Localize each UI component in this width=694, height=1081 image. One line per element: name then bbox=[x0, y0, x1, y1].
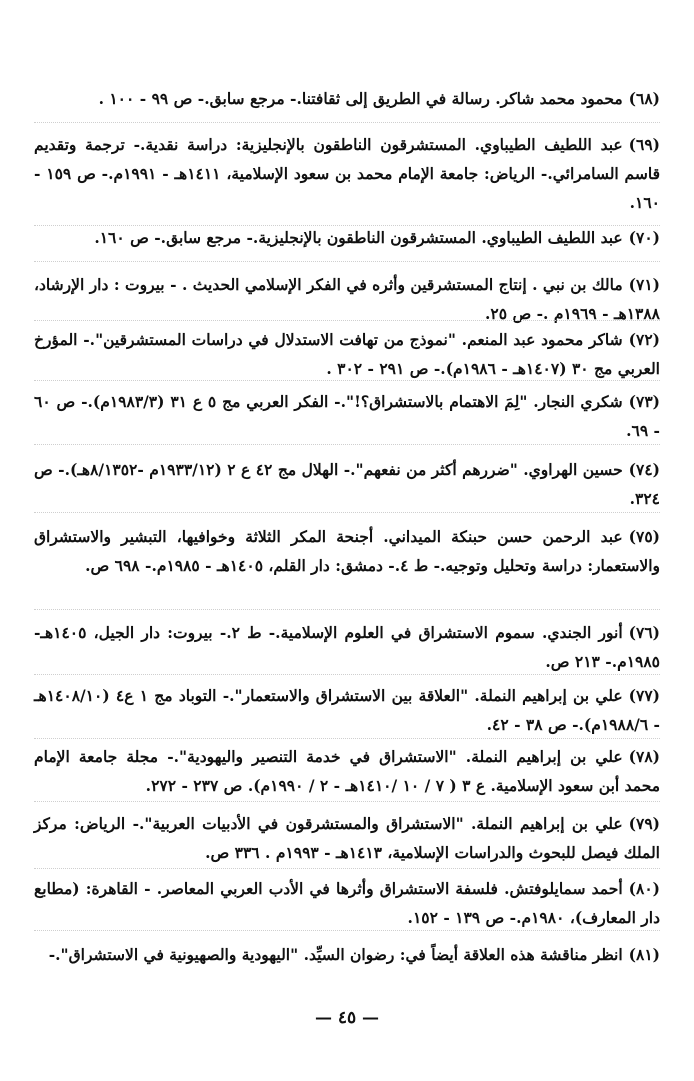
note-separator bbox=[34, 609, 660, 610]
note-separator bbox=[34, 380, 660, 381]
footnote bbox=[34, 681, 660, 739]
note-separator bbox=[34, 674, 660, 675]
footnote bbox=[34, 387, 660, 445]
footnote bbox=[34, 130, 660, 217]
footnote bbox=[34, 809, 660, 867]
footnote-number: (٧٨) bbox=[628, 747, 660, 766]
footnote bbox=[34, 325, 660, 383]
footnote-text: عبد اللطيف الطيباوي. المستشرقون الناطقون بالإنجليزية: دراسة نقدية.- ترجمة وتقديم قاسم السامرائي.- الرياض: جامعة الإمام محمد بن سعود الإسلامية، ١٤١١هـ - ١٩٩١م.- ص ١٥٩ - ١٦٠. bbox=[34, 135, 660, 212]
footnote bbox=[34, 455, 660, 513]
footnote-number: (٧٢) bbox=[628, 330, 660, 349]
footnote-number: (٧٥) bbox=[628, 527, 660, 546]
footnote bbox=[34, 223, 660, 252]
note-separator bbox=[34, 930, 660, 931]
footnote bbox=[34, 940, 660, 969]
footnote-number: (٧٧) bbox=[628, 686, 660, 705]
footnote bbox=[34, 874, 660, 932]
footnote-text: عبد الرحمن حسن حبنكة الميداني. أجنحة المكر الثلاثة وخوافيها، التبشير والاستشراق والاستعمار: دراسة وتحليل وتوجيه.- ط ٤.- دمشق: دار القلم، ١٤٠٥هـ - ١٩٨٥م.- ٦٩٨ ص. bbox=[34, 527, 660, 575]
footnote-text: مالك بن نبي . إنتاج المستشرقين وأثره في الفكر الإسلامي الحديث . - بيروت : دار الإرشاد، ١٣٨٨هـ - ١٩٦٩م .- ص ٢٥. bbox=[34, 275, 660, 323]
footnote-number: (٧٩) bbox=[628, 814, 660, 833]
footnote-text: أنور الجندي. سموم الاستشراق في العلوم الإسلامية.- ط ٢.- بيروت: دار الجيل، ١٤٠٥هـ- ١٩٨٥م.- ٢١٣ ص. bbox=[34, 623, 660, 671]
footnote bbox=[34, 618, 660, 676]
footnote-text: انظر مناقشة هذه العلاقة أيضاً في: رضوان السيِّد. "اليهودية والصهيونية في الاستشراق".- bbox=[48, 945, 623, 964]
footnote-number: (٦٩) bbox=[628, 135, 660, 154]
footnote bbox=[34, 742, 660, 800]
note-separator bbox=[34, 512, 660, 513]
note-separator bbox=[34, 444, 660, 445]
note-separator bbox=[34, 320, 660, 321]
footnote-text: أحمد سمايلوفتش. فلسفة الاستشراق وأثرها في الأدب العربي المعاصر. - القاهرة: (مطابع دار المعارف)، ١٩٨٠م.- ص ١٣٩ - ١٥٢. bbox=[34, 879, 660, 927]
note-separator bbox=[34, 738, 660, 739]
footnote-number: (٧٤) bbox=[628, 460, 660, 479]
footnote-text: شاكر محمود عبد المنعم. "نموذج من تهافت الاستدلال في دراسات المستشرقين".- المؤرخ العربي مج ٣٠ (١٤٠٧هـ - ١٩٨٦م).- ص ٢٩١ - ٣٠٢ . bbox=[34, 330, 660, 378]
footnote bbox=[34, 522, 660, 580]
footnote-number: (٧٣) bbox=[628, 392, 661, 411]
note-separator bbox=[34, 122, 660, 123]
footnote-text: علي بن إبراهيم النملة. "العلاقة بين الاستشراق والاستعمار".- التوباد مج ١ ع٤ (١٤٠٨/١٠هـ - ١٩٨٨/٦م).- ص ٣٨ - ٤٢. bbox=[34, 686, 660, 734]
footnote-text: عبد اللطيف الطيباوي. المستشرقون الناطقون بالإنجليزية.- مرجع سابق.- ص ١٦٠. bbox=[94, 228, 623, 247]
footnote-text: محمود محمد شاكر. رسالة في الطريق إلى ثقافتنا.- مرجع سابق.- ص ٩٩ - ١٠٠ . bbox=[98, 89, 623, 108]
footnote-number: (٧١) bbox=[628, 275, 660, 294]
footnote bbox=[34, 84, 660, 113]
footnote-number: (٧٠) bbox=[628, 228, 660, 247]
footnote-number: (٨١) bbox=[628, 945, 660, 964]
footnote-text: شكري النجار. "لِمَ الاهتمام بالاستشراق؟!".- الفكر العربي مج ٥ ع ٣١ (١٩٨٣/٣م).- ص ٦٠ - ٦٩. bbox=[34, 392, 660, 440]
page-number: — ٤٥ — bbox=[314, 1008, 380, 1028]
note-separator bbox=[34, 261, 660, 262]
note-separator bbox=[34, 801, 660, 802]
footnote-text: علي بن إبراهيم النملة. "الاستشراق في خدمة التنصير واليهودية".- مجلة جامعة الإمام محمد أبن سعود الإسلامية. ع ٣ ( ٧ / ١٠ /١٤١٠هـ - ٢ / ١٩٩٠م). ص ٢٣٧ - ٢٧٢. bbox=[34, 747, 660, 795]
footnote-number: (٨٠) bbox=[628, 879, 660, 898]
footnote-text: حسين الهراوي. "ضررهم أكثر من نفعهم".- الهلال مج ٤٢ ع ٢ (١٩٣٣/١٢م -٨/١٣٥٢هـ).- ص ٣٢٤. bbox=[34, 460, 660, 508]
footnote-number: (٦٨) bbox=[628, 89, 660, 108]
footnote-number: (٧٦) bbox=[628, 623, 661, 642]
note-separator bbox=[34, 868, 660, 869]
footnote-text: علي بن إبراهيم النملة. "الاستشراق والمستشرقون في الأدبيات العربية".- الرياض: مركز الملك فيصل للبحوث والدراسات الإسلامية، ١٤١٣هـ - ١٩٩٣م . ٣٣٦ ص. bbox=[34, 814, 660, 862]
